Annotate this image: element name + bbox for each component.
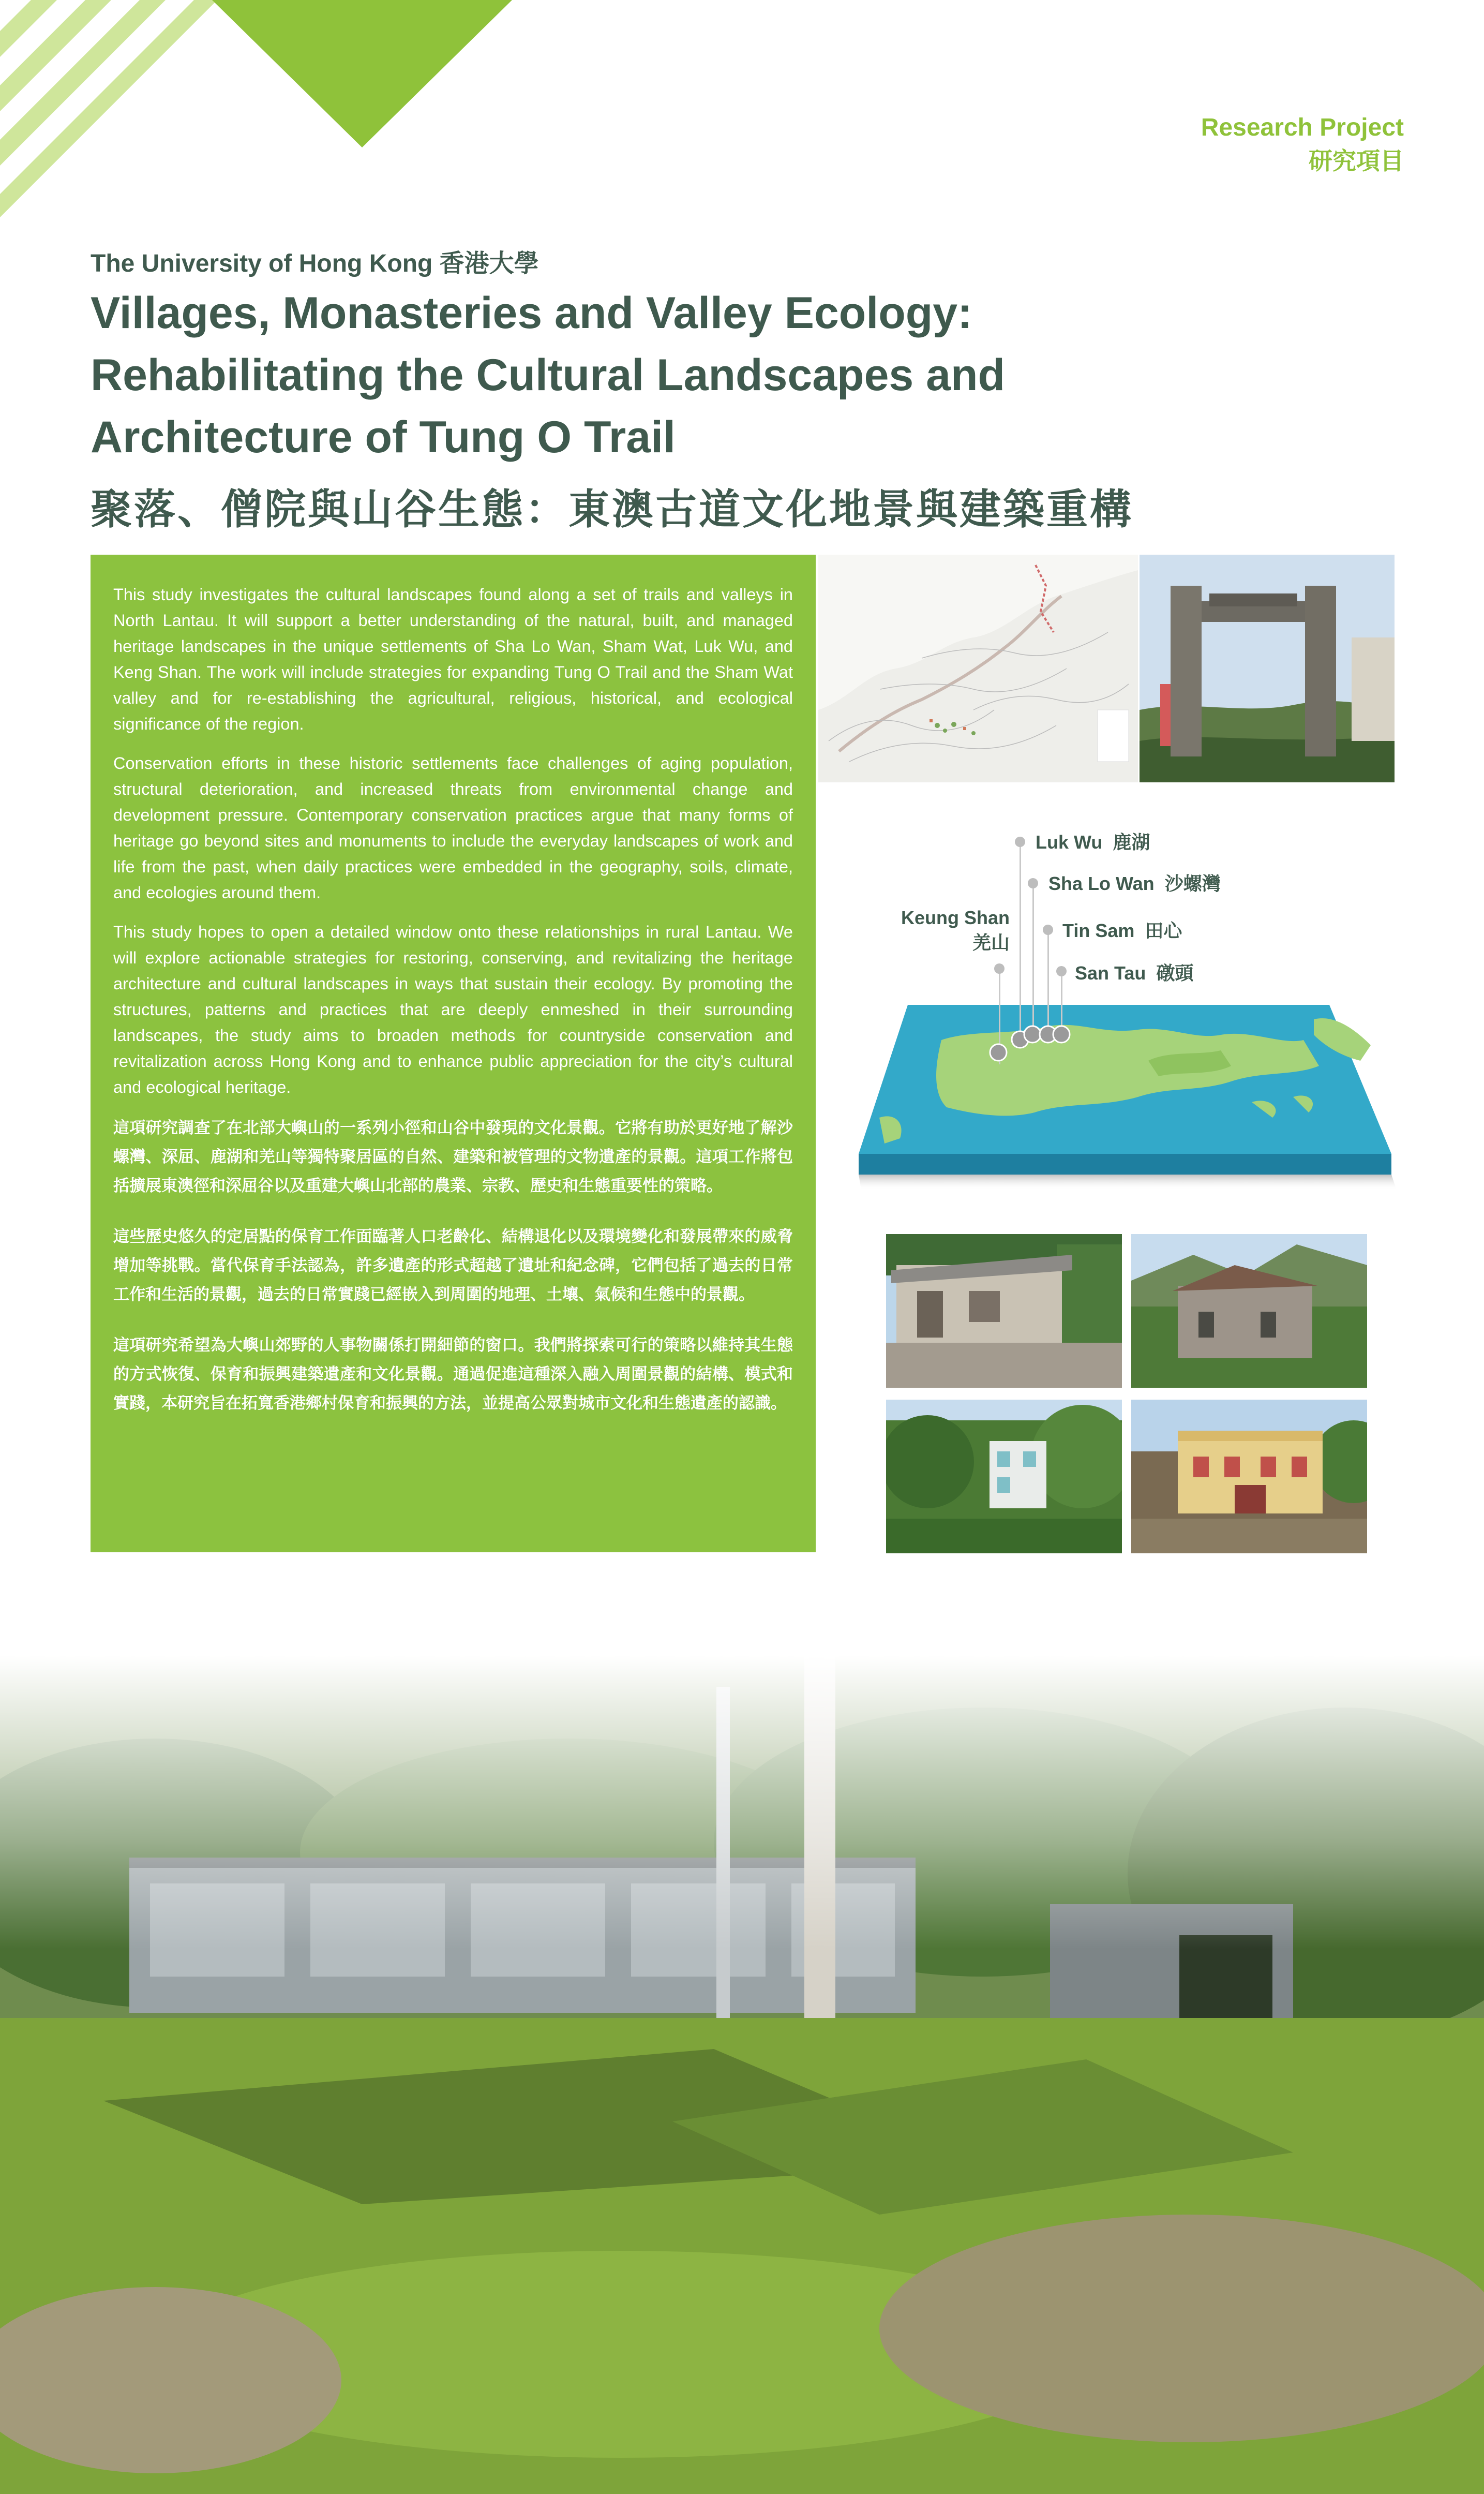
label-san-tau-zh: 礅頭: [1156, 962, 1194, 984]
project-tag: [1201, 111, 1404, 177]
label-sha-lo-wan-zh: 沙螺灣: [1164, 873, 1221, 894]
label-san-tau-en: San Tau: [1075, 962, 1146, 984]
page-title: [91, 282, 1280, 468]
pin-san-tau: [1056, 966, 1067, 976]
label-tin-sam-en: Tin Sam: [1062, 920, 1135, 941]
university-name: The University of Hong Kong 香港大學: [91, 250, 539, 277]
label-san-tau: [1075, 959, 1193, 985]
label-luk-wu-zh: 鹿湖: [1113, 832, 1150, 853]
label-sha-lo-wan: [1048, 869, 1221, 896]
label-keung-shan: [900, 905, 1010, 955]
pin-line-sha-lo-wan: [1032, 883, 1034, 1036]
map-markers: [983, 1022, 1076, 1079]
stone-gate-photo: [1140, 555, 1395, 782]
project-tag-en: Research Project: [1201, 114, 1404, 141]
green-triangle-decoration: [212, 0, 512, 147]
paragraph-zh-2: 這些歷史悠久的定居點的保育工作面臨著人口老齡化、結構退化以及環境變化和發展帶來的威脅增加等挑戰。當代保育手法認為，許多遺產的形式超越了遺址和紀念碑，它們包括了過去的日常工作和生活的景觀，過去的日常實踐已經嵌入到周圍的地理、土壤、氣候和生態中的景觀。: [113, 1227, 793, 1303]
title-line-1: Villages, Monasteries and Valley Ecology:: [91, 288, 972, 338]
paragraph-en-3: This study hopes to open a detailed window onto these relationships in rural Lantau. We will explore actionable strategies for restoring, conserving, and revitalizing the heritage architecture and cultural landscapes in ways that sustain their ecology. By promoting the structures, patterns and practices that are deeply enmeshed in their surrounding landscapes, the study aims to broaden methods for countryside conservation and revitalization across Hong Kong and to enhance public appreciation for the city’s cultural and ecological heritage.: [113, 923, 793, 1096]
corner-stripes-decoration: [0, 0, 217, 217]
description-panel: [91, 555, 816, 1552]
label-keung-shan-en: Keung Shan: [901, 907, 1010, 928]
page-title-chinese: 聚落、僧院與山谷生態：東澳古道文化地景與建築重構: [91, 486, 1133, 532]
label-tin-sam: [1062, 916, 1182, 943]
label-keung-shan-zh: 羌山: [972, 932, 1010, 953]
label-sha-lo-wan-en: Sha Lo Wan: [1048, 873, 1155, 894]
pin-line-tin-sam: [1047, 930, 1049, 1033]
bottom-landscape-photo: [0, 1656, 1484, 2494]
paragraph-en-1: This study investigates the cultural landscapes found along a set of trails and valleys in North Lantau. It will support a better understanding of the natural, built, and managed heritage landscapes in the unique settlements of Sha Lo Wan, Sham Wat, Luk Wu, and Keng Shan. The work will include strategies for expanding Tung O Trail and the Sham Wat valley and for re-establishing the agricultural, religious, historical, and ecological significance of the region.: [113, 585, 793, 733]
pin-sha-lo-wan: [1028, 878, 1038, 888]
village-photo-2: [1131, 1234, 1367, 1388]
location-map-3d: [859, 999, 1397, 1195]
label-tin-sam-zh: 田心: [1145, 920, 1182, 941]
label-luk-wu: [1036, 828, 1150, 854]
paragraph-zh-3: 這項研究希望為大嶼山郊野的人事物關係打開細節的窗口。我們將探索可行的策略以維持其生態的方式恢復、保育和振興建築遺產和文化景觀。通過促進這種深入融入周圍景觀的結構、模式和實踐，本研究旨在拓寬香港鄉村保育和振興的方法，並提高公眾對城市文化和生態遺產的認識。: [113, 1336, 793, 1412]
paragraph-zh-1: 這項研究調查了在北部大嶼山的一系列小徑和山谷中發現的文化景觀。它將有助於更好地了解沙螺灣、深屈、鹿湖和羌山等獨特聚居區的自然、建築和被管理的文物遺產的景觀。這項工作將包括擴展東澳徑和深屈谷以及重建大嶼山北部的農業、宗教、歷史和生態重要性的策略。: [113, 1119, 793, 1195]
pin-tin-sam: [1043, 925, 1053, 935]
pin-keung-shan: [994, 963, 1005, 974]
pin-luk-wu: [1015, 837, 1025, 847]
title-line-2: Rehabilitating the Cultural Landscapes and: [91, 350, 1006, 400]
village-photo-4: [1131, 1400, 1367, 1553]
title-line-3: Architecture of Tung O Trail: [91, 412, 676, 462]
pin-line-luk-wu: [1020, 842, 1021, 1036]
village-photo-3: [886, 1400, 1122, 1553]
village-photo-1: [886, 1234, 1122, 1388]
label-luk-wu-en: Luk Wu: [1036, 832, 1103, 853]
site-map-image: [818, 555, 1138, 782]
paragraph-en-2: Conservation efforts in these historic settlements face challenges of aging population, structural deterioration, and increased threats from environmental change and development pressure. Contemporary conservation practices argue that many forms of heritage go beyond sites and monuments to include the everyday landscapes of work and life from the past, when daily practices were embedded in the geography, soils, climate, and ecologies around them.: [113, 754, 793, 902]
project-tag-zh: 研究項目: [1309, 147, 1404, 174]
